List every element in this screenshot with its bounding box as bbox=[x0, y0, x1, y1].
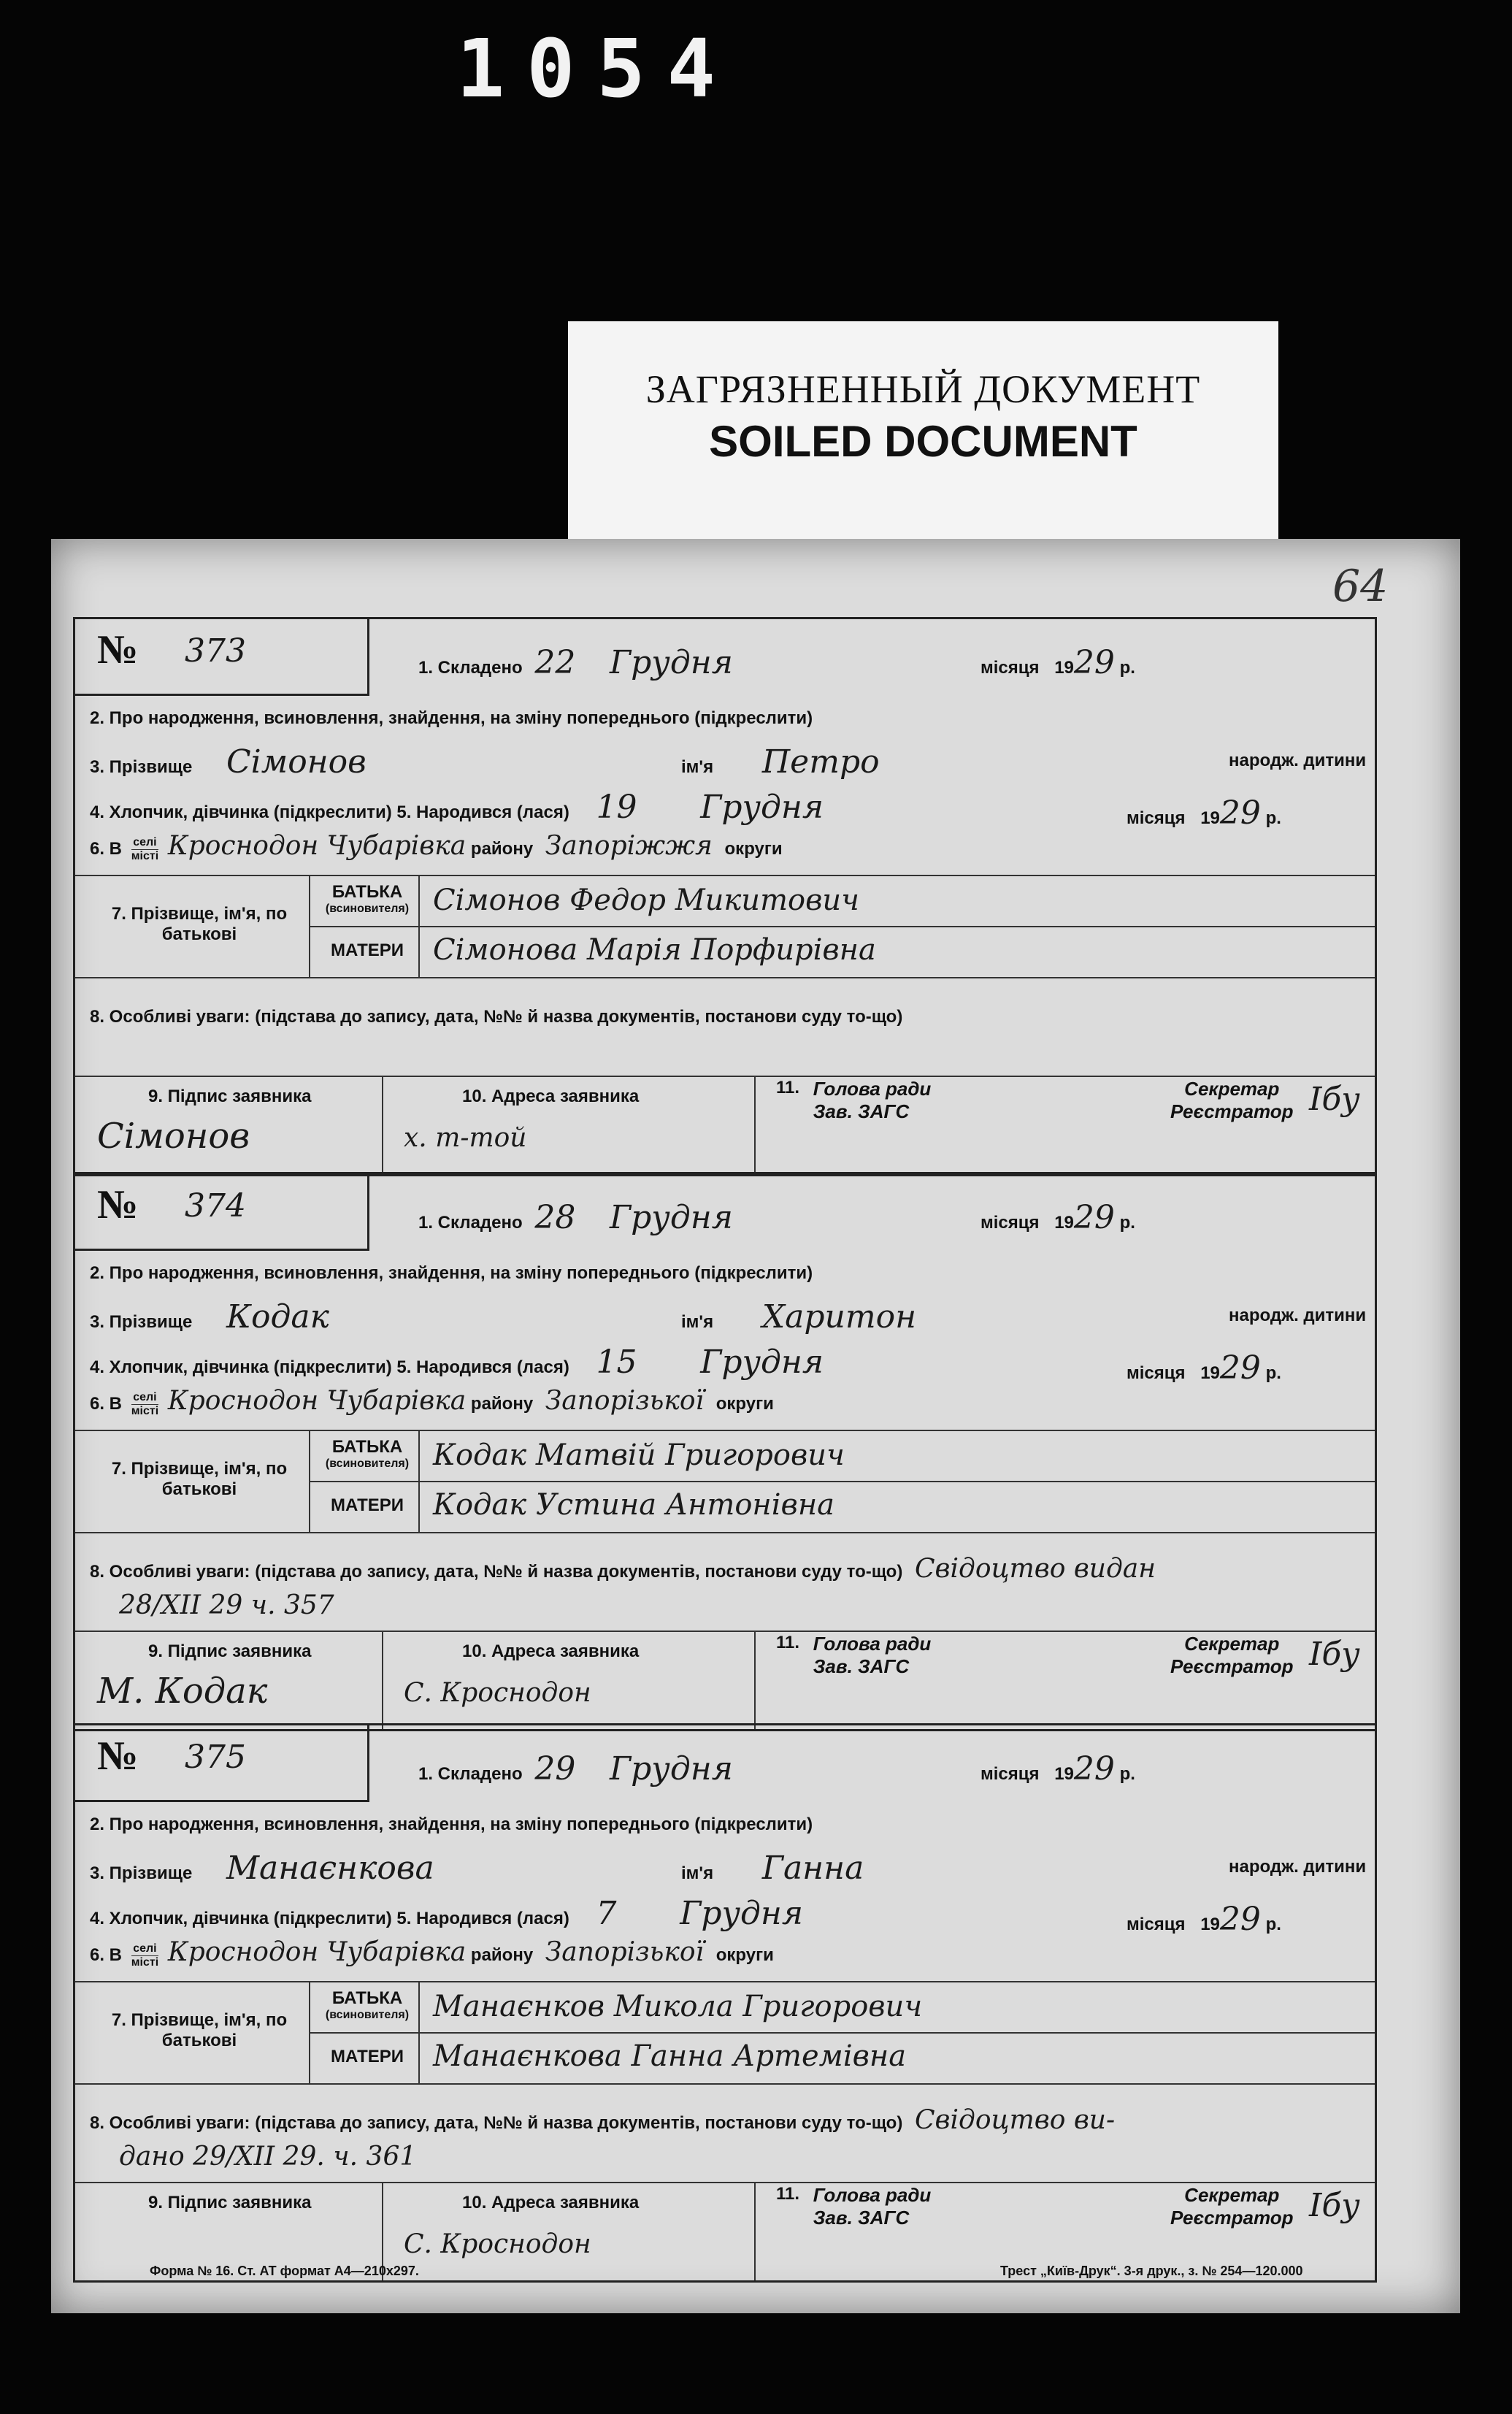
compiled-year: 29 bbox=[1073, 644, 1115, 681]
father-sub-label: (всиновителя) bbox=[325, 2009, 410, 2021]
year-suffix: р. bbox=[1119, 1213, 1135, 1233]
born-year: 29 bbox=[1219, 1901, 1261, 1938]
mother-value: Сімонова Марія Порфирівна bbox=[433, 933, 876, 967]
surname-value: Сімонов bbox=[226, 743, 367, 781]
birth-record bbox=[73, 1723, 1377, 2283]
signature-label: 9. Підпис заявника bbox=[148, 1641, 312, 1661]
in-label: 6. В bbox=[90, 1945, 123, 1965]
registrar-signature: Ібу bbox=[1309, 1081, 1360, 1118]
district-value: Запорізької bbox=[545, 1937, 705, 1967]
compiled-label: 1. Складено bbox=[418, 658, 523, 678]
compiled-month: Грудня bbox=[610, 1199, 733, 1236]
address-label: 10. Адреса заявника bbox=[462, 1641, 640, 1661]
child-label: народж. дитини bbox=[1229, 1857, 1367, 1877]
record-number-box bbox=[75, 619, 369, 696]
name-value: Петро bbox=[761, 743, 880, 781]
birth-record bbox=[73, 1172, 1377, 1731]
secretary-label: Секретар bbox=[1184, 1078, 1280, 1100]
stamp-english-text: SOILED DOCUMENT bbox=[709, 417, 1137, 466]
compiled-month: Грудня bbox=[610, 1750, 733, 1787]
village-label: селі bbox=[131, 1391, 158, 1405]
parents-label: 7. Прізвище, ім'я, по батькові bbox=[111, 2010, 288, 2050]
signature-label: 9. Підпис заявника bbox=[148, 1087, 312, 1106]
compiled-year: 29 bbox=[1073, 1750, 1115, 1787]
birth-record bbox=[73, 617, 1377, 1176]
father-label: БАТЬКА bbox=[331, 1437, 403, 1457]
zags-label: Зав. ЗАГС bbox=[813, 2207, 910, 2229]
born-day: 15 bbox=[596, 1344, 637, 1381]
place-value: Кроснодон Чубарівка bbox=[167, 1937, 467, 1967]
head-label: Голова ради bbox=[813, 2184, 932, 2206]
father-value: Сімонов Федор Микитович bbox=[433, 884, 860, 917]
year-prefix: 19 bbox=[1054, 1213, 1074, 1233]
father-label: БАТЬКА bbox=[331, 1988, 403, 2008]
archive-number: 1054 bbox=[456, 22, 737, 115]
born-month-label: місяця bbox=[1127, 1915, 1186, 1934]
mother-label: МАТЕРИ bbox=[330, 2047, 404, 2066]
surname-value: Манаєнкова bbox=[226, 1850, 434, 1887]
head-label: Голова ради bbox=[813, 1633, 932, 1655]
district-label: району bbox=[470, 1394, 534, 1414]
born-month-label: місяця bbox=[1127, 1363, 1186, 1383]
form-footer-right: Трест „Київ-Друк“. 3-я друк., з. № 254—120.000 bbox=[1000, 2264, 1303, 2278]
about-label: 2. Про народження, всиновлення, знайдення, на зміну попереднього (підкреслити) bbox=[90, 708, 813, 728]
record-number-box bbox=[75, 1725, 369, 1802]
number-sign: № bbox=[97, 627, 139, 673]
secretary-label: Секретар bbox=[1184, 1633, 1280, 1655]
father-sub-label: (всиновителя) bbox=[325, 903, 410, 915]
soiled-document-stamp bbox=[568, 321, 1278, 540]
village-label: селі bbox=[131, 1942, 158, 1956]
signature-value: Сімонов bbox=[97, 1116, 250, 1157]
mother-value: Манаєнкова Ганна Артемівна bbox=[433, 2039, 907, 2073]
month-label: місяця bbox=[981, 658, 1040, 678]
okrug-label: округи bbox=[724, 839, 783, 859]
zags-label: Зав. ЗАГС bbox=[813, 1100, 910, 1122]
born-year: 29 bbox=[1219, 794, 1261, 832]
compiled-day: 29 bbox=[534, 1750, 576, 1787]
born-day: 7 bbox=[596, 1895, 617, 1932]
year-suffix: р. bbox=[1119, 1764, 1135, 1784]
father-value: Манаєнков Микола Григорович bbox=[433, 1990, 923, 2023]
born-year-suffix: р. bbox=[1265, 1363, 1281, 1383]
name-label: ім'я bbox=[681, 757, 714, 777]
month-label: місяця bbox=[981, 1213, 1040, 1233]
about-label: 2. Про народження, всиновлення, знайдення, на зміну попереднього (підкреслити) bbox=[90, 1263, 813, 1283]
gender-label: 4. Хлопчик, дівчинка (підкреслити) 5. Народився (лася) bbox=[90, 1357, 569, 1377]
record-number: 374 bbox=[185, 1187, 246, 1225]
compiled-label: 1. Складено bbox=[418, 1764, 523, 1784]
name-label: ім'я bbox=[681, 1312, 714, 1332]
head-number: 11. bbox=[776, 1633, 800, 1652]
district-value: Запоріжжя bbox=[545, 831, 713, 861]
notes-continued: дано 29/XII 29. ч. 361 bbox=[119, 2142, 417, 2172]
year-suffix: р. bbox=[1119, 658, 1135, 678]
year-prefix: 19 bbox=[1054, 658, 1074, 678]
compiled-label: 1. Складено bbox=[418, 1213, 523, 1233]
surname-label: 3. Прізвище bbox=[90, 1863, 193, 1883]
notes-label: 8. Особливі уваги: (підстава до запису, дата, №№ й назва документів, постанови суду то-що) bbox=[90, 1007, 903, 1027]
mother-label: МАТЕРИ bbox=[330, 940, 404, 960]
number-sign: № bbox=[97, 1733, 139, 1779]
registrar-signature: Ібу bbox=[1309, 2187, 1360, 2224]
place-value: Кроснодон Чубарівка bbox=[167, 831, 467, 861]
district-label: району bbox=[470, 839, 534, 859]
in-label: 6. В bbox=[90, 839, 123, 859]
mother-label: МАТЕРИ bbox=[330, 1495, 404, 1515]
notes-value: Свідоцтво видан bbox=[915, 1554, 1156, 1584]
child-label: народж. дитини bbox=[1229, 1306, 1367, 1325]
gender-label: 4. Хлопчик, дівчинка (підкреслити) 5. Народився (лася) bbox=[90, 802, 569, 822]
about-label: 2. Про народження, всиновлення, знайдення, на зміну попереднього (підкреслити) bbox=[90, 1815, 813, 1834]
head-number: 11. bbox=[776, 2184, 800, 2204]
name-value: Ганна bbox=[761, 1850, 864, 1887]
name-value: Харитон bbox=[761, 1298, 917, 1336]
surname-label: 3. Прізвище bbox=[90, 757, 193, 777]
born-month-label: місяця bbox=[1127, 808, 1186, 828]
father-value: Кодак Матвій Григорович bbox=[433, 1438, 845, 1472]
address-value: С. Кроснодон bbox=[404, 2229, 591, 2259]
form-footer-left: Форма № 16. Ст. АТ формат А4—210х297. bbox=[150, 2264, 419, 2278]
stamp-russian-text: ЗАГРЯЗНЕННЫЙ ДОКУМЕНТ bbox=[645, 367, 1201, 411]
village-label: селі bbox=[131, 836, 158, 850]
born-year: 29 bbox=[1219, 1349, 1261, 1387]
number-sign: № bbox=[97, 1182, 139, 1227]
born-day: 19 bbox=[596, 789, 637, 826]
notes-label: 8. Особливі уваги: (підстава до запису, дата, №№ й назва документів, постанови суду то-що) bbox=[90, 2113, 903, 2133]
district-value: Запорізької bbox=[545, 1386, 705, 1416]
born-month: Грудня bbox=[680, 1895, 804, 1932]
mother-value: Кодак Устина Антонівна bbox=[433, 1488, 835, 1522]
district-label: району bbox=[470, 1945, 534, 1965]
in-label: 6. В bbox=[90, 1394, 123, 1414]
child-label: народж. дитини bbox=[1229, 751, 1367, 770]
year-prefix: 19 bbox=[1054, 1764, 1074, 1784]
compiled-day: 22 bbox=[534, 644, 576, 681]
born-month: Грудня bbox=[700, 789, 824, 826]
registrar-label: Реєстратор bbox=[1170, 1100, 1294, 1122]
parents-label: 7. Прізвище, ім'я, по батькові bbox=[111, 904, 288, 944]
registrar-label: Реєстратор bbox=[1170, 1655, 1294, 1677]
notes-label: 8. Особливі уваги: (підстава до запису, дата, №№ й назва документів, постанови суду то-що) bbox=[90, 1562, 903, 1582]
parents-label: 7. Прізвище, ім'я, по батькові bbox=[111, 1459, 288, 1499]
address-label: 10. Адреса заявника bbox=[462, 2193, 640, 2212]
father-sub-label: (всиновителя) bbox=[325, 1457, 410, 1470]
compiled-day: 28 bbox=[534, 1199, 576, 1236]
gender-label: 4. Хлопчик, дівчинка (підкреслити) 5. Народився (лася) bbox=[90, 1909, 569, 1928]
month-label: місяця bbox=[981, 1764, 1040, 1784]
surname-value: Кодак bbox=[226, 1298, 329, 1336]
zags-label: Зав. ЗАГС bbox=[813, 1655, 910, 1677]
notes-value: Свідоцтво ви- bbox=[915, 2105, 1116, 2135]
secretary-label: Секретар bbox=[1184, 2184, 1280, 2206]
born-year-prefix: 19 bbox=[1200, 1915, 1220, 1934]
place-value: Кроснодон Чубарівка bbox=[167, 1386, 467, 1416]
record-number: 373 bbox=[185, 632, 246, 670]
address-value: х. т-той bbox=[404, 1123, 527, 1153]
record-number-box bbox=[75, 1174, 369, 1251]
town-label: місті bbox=[131, 850, 159, 863]
compiled-month: Грудня bbox=[610, 644, 733, 681]
signature-label: 9. Підпис заявника bbox=[148, 2193, 312, 2212]
born-month: Грудня bbox=[700, 1344, 824, 1381]
born-year-prefix: 19 bbox=[1200, 1363, 1220, 1383]
father-label: БАТЬКА bbox=[331, 882, 403, 902]
compiled-year: 29 bbox=[1073, 1199, 1115, 1236]
surname-label: 3. Прізвище bbox=[90, 1312, 193, 1332]
town-label: місті bbox=[131, 1956, 159, 1969]
address-label: 10. Адреса заявника bbox=[462, 1087, 640, 1106]
okrug-label: округи bbox=[715, 1945, 774, 1965]
town-label: місті bbox=[131, 1405, 159, 1418]
head-label: Голова ради bbox=[813, 1078, 932, 1100]
name-label: ім'я bbox=[681, 1863, 714, 1883]
okrug-label: округи bbox=[715, 1394, 774, 1414]
born-year-suffix: р. bbox=[1265, 1915, 1281, 1934]
head-number: 11. bbox=[776, 1078, 800, 1097]
registrar-label: Реєстратор bbox=[1170, 2207, 1294, 2229]
born-year-suffix: р. bbox=[1265, 808, 1281, 828]
address-value: С. Кроснодон bbox=[404, 1678, 591, 1708]
notes-continued: 28/XII 29 ч. 357 bbox=[119, 1590, 334, 1620]
record-number: 375 bbox=[185, 1739, 246, 1776]
registrar-signature: Ібу bbox=[1309, 1636, 1360, 1673]
page-corner-number: 64 bbox=[1332, 561, 1389, 612]
born-year-prefix: 19 bbox=[1200, 808, 1220, 828]
signature-value: М. Кодак bbox=[97, 1671, 268, 1712]
